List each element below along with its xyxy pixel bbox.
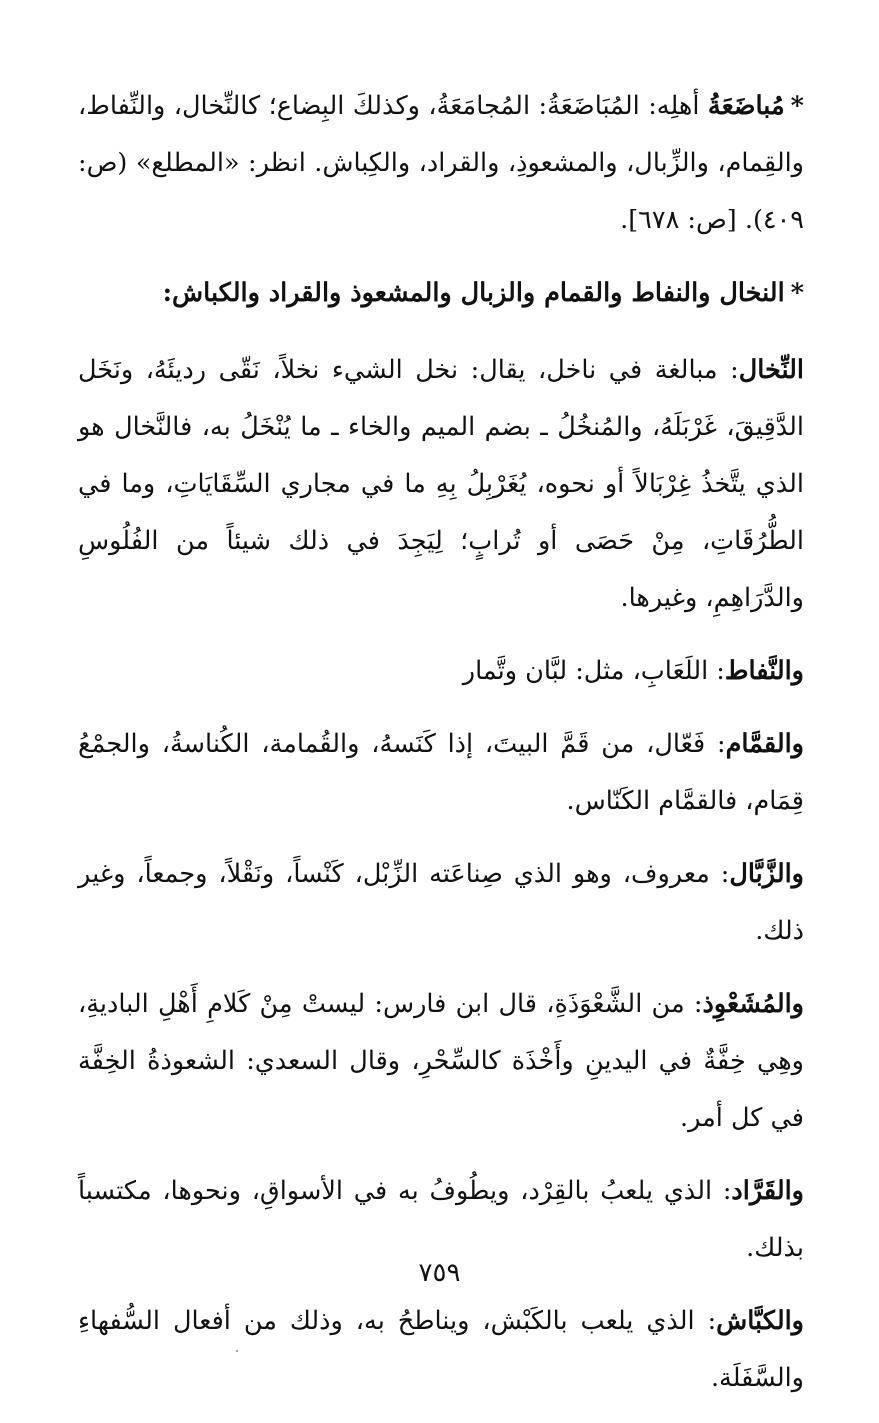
entry-term: والقَرَّاد — [731, 1176, 804, 1206]
entry-term: والكبَّاش — [716, 1306, 804, 1336]
entry-text: : معروف، وهو الذي صِناعَته الزِّبْل، كَنْساً، ونَقْلاً، وجمعاً، وغير ذلك. — [78, 859, 804, 946]
entry-mubadaa — [78, 78, 804, 249]
scan-speck — [236, 1350, 238, 1352]
entry-text: : مبالغة في ناخل، يقال: نخل الشيء نخلاً، نَقّى رديئَهُ، ونَخَل الدَّقِيقَ، غَرْبَلَهُ، والمُنخُلُ ـ بضم الميم والخاء ـ ما يُنْخَلُ به، فالنَّخال هو الذي يتَّخذُ غِرْبَالاً أو نحوه، يُغَرْبِلُ بِهِ ما في مجاري السِّقَايَاتِ، وما في الطُّرُقَاتِ، مِنْ حَصَى أو تُرابٍ؛ لِيَجِدَ في ذلك شيئاً من الفُلُوسِ والدَّرَاهِمِ، وغيرها. — [78, 355, 804, 613]
page-number: ٧٥٩ — [418, 1258, 461, 1288]
entry-zabbal — [78, 846, 804, 960]
entry-qammam — [78, 716, 804, 830]
entry-mushawidh — [78, 976, 804, 1147]
entry-term: مُباضَعَةُ — [707, 91, 785, 121]
entry-nakhal — [78, 342, 804, 627]
entry-term: والمُشَعْوِذ — [702, 989, 804, 1019]
section-heading — [78, 265, 804, 322]
entry-text: : الذي يلعبُ بالقِرْد، ويطُوفُ به في الأسواقِ، ونحوها، مكتسباً بذلك. — [78, 1176, 804, 1263]
entry-term: والنَّفاط — [724, 656, 804, 686]
asterisk-marker: * — [790, 278, 804, 308]
entry-text: : من الشَّعْوَذَةِ، قال ابن فارس: ليستْ مِنْ كَلامِ أَهْلِ الباديةِ، وهِي خِفَّةٌ في اليدينِ وأَخْذَة كالسِّحْرِ، وقال السعدي: الشعوذةُ الخِفَّة في كل أمر. — [78, 989, 804, 1133]
entry-term: والزَّبَّال — [729, 859, 804, 889]
entry-text: أهلِه: المُبَاضَعَةُ: المُجامَعَةُ، وكذلكَ البِضاع؛ كالنِّخال، والنِّفاط، والقِمام، والزِّبال، والمشعوذِ، والقراد، والكِباش. انظر: «المطلع» (ص: ٤٠٩). [ص: ٦٧٨]. — [78, 91, 804, 235]
entry-text: : فَعّال، من قَمَّ البيتَ، إذا كَنَسهُ، والقُمامة، الكُناسةُ، والجمْعُ قِمَام، فالقمَّام الكَنّاس. — [78, 729, 804, 816]
entry-text: : الذي يلعب بالكَبْش، ويناطحُ به، وذلك من أفعال السُّفهاءِ والسَّفَلَة. — [78, 1306, 804, 1393]
asterisk-marker: * — [790, 91, 804, 121]
entry-kabbash — [78, 1293, 804, 1407]
entry-text: : اللَعَابِ، مثل: لبَّان وتَّمار — [462, 656, 725, 686]
section-heading-text: النخال والنفاط والقمام والزبال والمشعوذ والقراد والكباش: — [162, 278, 785, 308]
entry-term: والقمَّام — [725, 729, 804, 759]
entry-term: النِّخال — [738, 355, 804, 385]
page-body — [78, 78, 804, 1423]
entry-naffat — [78, 643, 804, 700]
